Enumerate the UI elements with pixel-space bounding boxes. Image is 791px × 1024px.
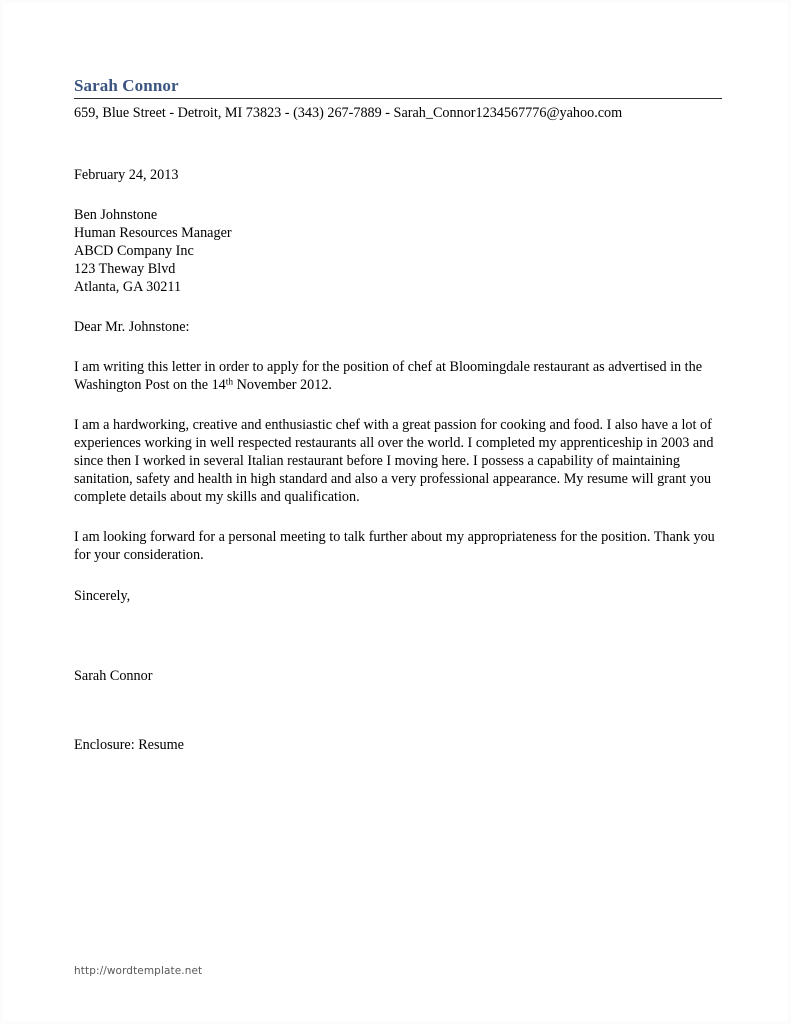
body-paragraph-2: I am a hardworking, creative and enthusiastic chef with a great passion for cooking and food. I also have a lot of experiences working in well respected restaurants all over the world. I completed my apprenticeship in 2003 and since then I worked in several Italian restaurant before I moving here. I possess a capability of maintaining sanitation, safety and health in high standard and also a very professional appearance. My resume will grant you complete details about my skills and qualification. — [74, 417, 714, 506]
sender-name: Sarah Connor — [74, 76, 179, 95]
recipient-company: ABCD Company Inc — [74, 243, 194, 260]
recipient-address-block — [74, 184, 723, 296]
letter-content — [74, 3, 723, 754]
recipient-street: 123 Theway Blvd — [74, 261, 176, 278]
paragraph-1-text-after-superscript: November 2012. — [233, 377, 332, 394]
signature-name: Sarah Connor — [74, 667, 153, 684]
recipient-name: Ben Johnstone — [74, 207, 158, 224]
recipient-title: Human Resources Manager — [74, 225, 232, 242]
recipient-city-state-zip: Atlanta, GA 30211 — [74, 279, 182, 296]
letter-body — [74, 123, 723, 754]
sender-contact-line: 659, Blue Street - Detroit, MI 73823 - (343) 267-7889 - Sarah_Connor1234567776@yahoo.com — [74, 104, 623, 121]
body-paragraph-3: I am looking forward for a personal meeting to talk further about my appropriateness for the position. Thank you for your consideration. — [74, 529, 715, 564]
letter-date: February 24, 2013 — [74, 167, 179, 184]
ordinal-superscript: th — [225, 377, 234, 388]
salutation: Dear Mr. Johnstone: — [74, 319, 190, 336]
body-paragraph-1 — [74, 336, 723, 394]
paragraph-1-text-before-superscript: I am writing this letter in order to apply for the position of chef at Bloomingdale restaurant as advertised in the Washington Post on the 14 — [74, 359, 703, 394]
letterhead — [74, 3, 723, 123]
footer-source-url: http://wordtemplate.net — [74, 965, 203, 977]
closing-salutation: Sincerely, — [74, 587, 131, 604]
enclosure-note: Enclosure: Resume — [74, 736, 184, 753]
